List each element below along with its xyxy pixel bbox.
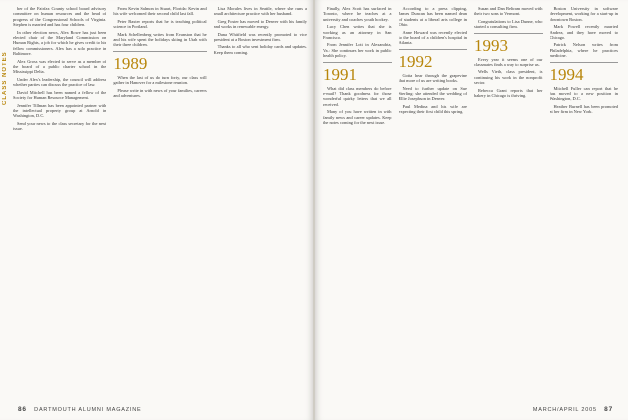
left-page — [0, 0, 313, 420]
article-paragraph: From Jennifer Lott in Alexandria, Va.: She continues her work in public health policy. — [323, 42, 392, 59]
article-paragraph: Thanks to all who sent holiday cards and updates. Keep them coming. — [213, 44, 307, 55]
left-columns — [13, 6, 307, 398]
right-page-footer — [533, 406, 618, 413]
right-column-1 — [323, 6, 392, 398]
article-paragraph: According to a press clipping, James Duncan has been named dean of students at a liberal arts college in Ohio. — [398, 6, 467, 28]
issue-date: MARCH/APRIL 2005 — [532, 407, 597, 413]
article-paragraph: Need to further update on Sue Sterling: she attended the wedding of Ellie Josephson in Denver. — [398, 85, 467, 102]
article-paragraph: In other election news, Alex Rowe has just been elected chair of the Maryland Commission on Human Rights, a job for which he gives credit to his fellow commissioners. Alex has a solo practice in Baltimore. — [13, 29, 107, 57]
publication-name: DARTMOUTH ALUMNI MAGAZINE — [34, 407, 142, 413]
left-column-3 — [214, 6, 307, 398]
article-paragraph: ber of the Fairfax County school board advisory committee on human resources and the head of progress of the Congressional Schools of Virginia. Stephen is married and has four children. — [13, 6, 107, 28]
article-paragraph: Jennifer Tillman has been appointed partner with the intellectual property group at Arnold in Washington, D.C. — [13, 102, 107, 119]
article-paragraph: Send your news to the class secretary for the next issue. — [13, 120, 107, 132]
class-year-heading: 1994 — [549, 64, 584, 84]
article-paragraph: Mark Schellenberg writes from Evanston that he and his wife spent the holidays skiing in Utah with their three children. — [113, 31, 207, 48]
article-paragraph: Peter Baxter reports that he is teaching political science in Portland. — [113, 18, 207, 30]
article-paragraph: Wells Vieth, class president, is continuing his work in the nonprofit sector. — [474, 69, 543, 86]
article-paragraph: Please write in with news of your families, careers and adventures. — [113, 87, 207, 99]
article-paragraph: When the last of us do turn forty, our class will gather in Hanover for a milestone reunion. — [113, 74, 207, 86]
article-paragraph: Gotta hear through the grapevine that more of us are writing books. — [398, 72, 467, 84]
section-rule — [113, 51, 206, 52]
article-paragraph: Many of you have written in with family news and career updates. Keep the notes coming for the next issue. — [323, 109, 392, 126]
article-paragraph: Patrick Nelson writes from Philadelphia, where he practices medicine. — [549, 42, 618, 59]
class-year-heading: 1989 — [113, 53, 148, 73]
article-paragraph: Paul Medina and his wife are expecting their first child this spring. — [398, 103, 467, 115]
article-paragraph: Greg Foster has moved to Denver with his family and works in renewable energy. — [213, 18, 307, 30]
article-paragraph: Rebecca Grant reports that her bakery in Chicago is thriving. — [474, 87, 543, 99]
section-rule — [474, 33, 543, 34]
article-paragraph: What did class members do before e-mail? Thank goodness for those wonderful quirky letters that we all received. — [323, 85, 392, 107]
class-year-heading: 1993 — [474, 35, 508, 55]
left-column-1 — [13, 6, 106, 398]
article-paragraph: Anne Howard was recently elected to the board of a children's hospital in Atlanta. — [398, 29, 467, 46]
right-column-2 — [399, 6, 468, 398]
article-paragraph: Dana Whitfield was recently promoted to vice president at a Boston investment firm. — [213, 31, 307, 43]
page-number: 87 — [604, 406, 613, 413]
article-paragraph: Heather Burnell has been promoted at her firm in New York. — [549, 103, 618, 115]
page-number: 86 — [18, 406, 27, 413]
right-column-4 — [550, 6, 619, 398]
section-rule — [550, 62, 619, 63]
right-columns — [323, 6, 618, 398]
article-paragraph: Congratulations to Lisa Dunne, who started a consulting firm. — [474, 18, 543, 30]
article-paragraph: Under Alex's leadership, the council will address whether parties can discuss the practice of law. — [13, 76, 107, 88]
article-paragraph: Finally, Alex Scott has surfaced in Toronto, where he teaches at a university and coaches youth hockey. — [323, 6, 392, 22]
article-paragraph: Alex Gross was elected to serve as a member of the board of a public charter school in the Mississippi Delta. — [13, 58, 107, 75]
right-column-3 — [474, 6, 543, 398]
section-rule — [399, 49, 468, 50]
article-paragraph: Mitchell Fuller can report that he has moved to a new position in Washington, D.C. — [549, 85, 618, 102]
class-notes-side-tab: CLASS NOTES — [2, 51, 8, 105]
left-column-2 — [113, 6, 206, 398]
right-page — [315, 0, 628, 420]
article-paragraph: David Mitchell has been named a fellow of the Society for Human Resource Management. — [13, 89, 107, 101]
left-page-footer — [13, 406, 141, 413]
article-paragraph: From Kevin Salmon in Stuart, Florida: Kevin and his wife welcomed their second child last fall. — [113, 6, 207, 17]
article-paragraph: Susan and Dan Beltram moved with their two sons to Vermont. — [474, 6, 543, 17]
article-paragraph: Boston University in software development, working for a start-up in downtown Boston. — [549, 6, 618, 22]
article-paragraph: Mark Powell recently married Andrea, and they have moved to Chicago. — [549, 24, 618, 41]
class-year-heading: 1992 — [398, 51, 433, 71]
article-paragraph: Every year it seems one of our classmates finds a way to surprise us. — [474, 56, 543, 68]
article-paragraph: Lucy Chen writes that she is working as an attorney in San Francisco. — [323, 24, 392, 41]
article-paragraph: Lisa Morales lives in Seattle, where she runs a small architecture practice with her husband. — [213, 6, 307, 17]
section-rule — [323, 62, 392, 63]
class-year-heading: 1991 — [323, 64, 357, 84]
